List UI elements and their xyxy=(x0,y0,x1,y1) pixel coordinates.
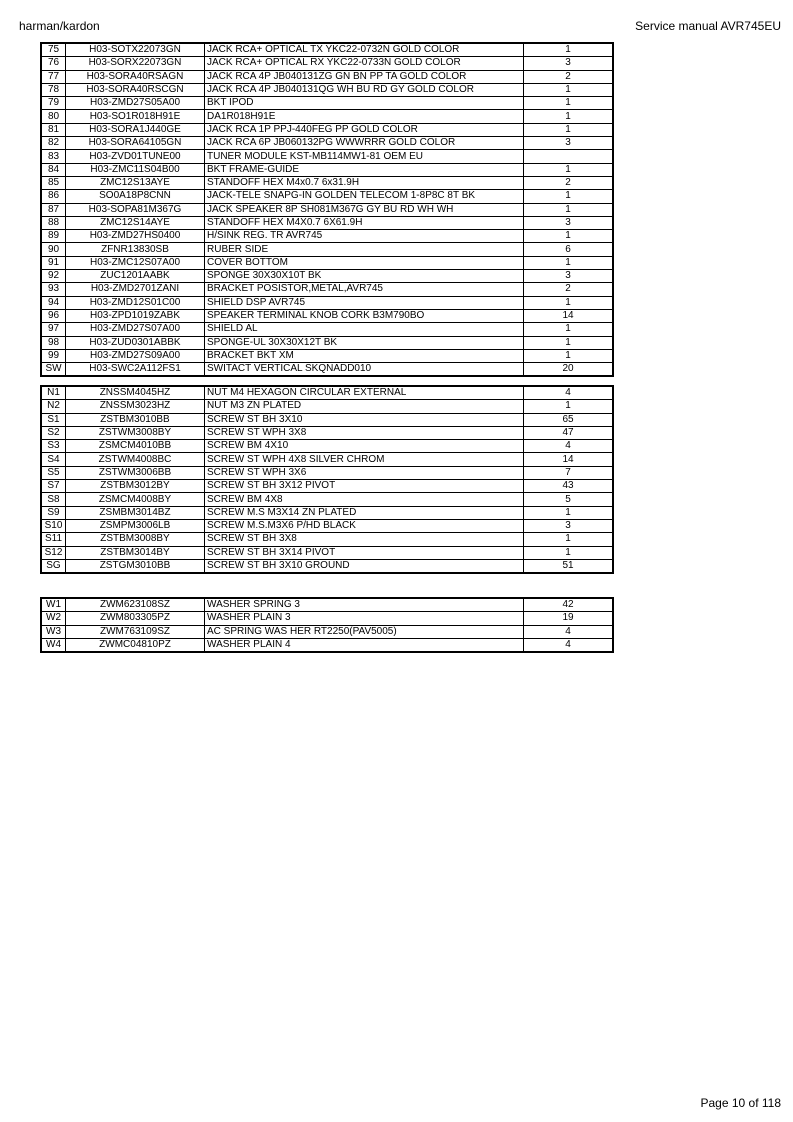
table-row xyxy=(41,176,613,189)
parts-table-washers xyxy=(40,597,614,653)
table-row xyxy=(41,349,613,362)
quantity-cell: 51 xyxy=(524,559,614,573)
description-cell: JACK RCA 4P JB040131ZG GN BN PP TA GOLD COLOR xyxy=(205,70,524,83)
description-cell: SCREW ST BH 3X8 xyxy=(205,533,524,546)
quantity-cell: 65 xyxy=(524,413,614,426)
part-number-cell: H03-ZMC12S07A00 xyxy=(66,256,205,269)
quantity-cell: 1 xyxy=(524,43,614,57)
description-cell: NUT M3 ZN PLATED xyxy=(205,400,524,413)
table-row xyxy=(41,363,613,377)
description-cell: SCREW BM 4X10 xyxy=(205,440,524,453)
description-cell: TUNER MODULE KST-MB114MW1-81 OEM EU xyxy=(205,150,524,163)
table-row xyxy=(41,466,613,479)
quantity-cell: 3 xyxy=(524,270,614,283)
quantity-cell: 3 xyxy=(524,57,614,70)
item-number-cell: 76 xyxy=(41,57,66,70)
quantity-cell: 1 xyxy=(524,83,614,96)
quantity-cell: 4 xyxy=(524,638,614,652)
table-row xyxy=(41,506,613,519)
part-number-cell: H03-SORA40RSCGN xyxy=(66,83,205,96)
quantity-cell: 1 xyxy=(524,97,614,110)
table-row xyxy=(41,83,613,96)
part-number-cell: H03-ZUD0301ABBK xyxy=(66,336,205,349)
item-number-cell: 86 xyxy=(41,190,66,203)
item-number-cell: 77 xyxy=(41,70,66,83)
item-number-cell: 97 xyxy=(41,323,66,336)
item-number-cell: S5 xyxy=(41,466,66,479)
quantity-cell: 4 xyxy=(524,386,614,400)
table-row xyxy=(41,110,613,123)
part-number-cell: H03-ZMC11S04B00 xyxy=(66,163,205,176)
description-cell: STANDOFF HEX M4X0.7 6X61.9H xyxy=(205,216,524,229)
quantity-cell: 1 xyxy=(524,349,614,362)
description-cell: NUT M4 HEXAGON CIRCULAR EXTERNAL xyxy=(205,386,524,400)
table-row xyxy=(41,216,613,229)
description-cell: SCREW ST BH 3X10 xyxy=(205,413,524,426)
part-number-cell: ZSTBM3012BY xyxy=(66,480,205,493)
table-row xyxy=(41,493,613,506)
quantity-cell: 1 xyxy=(524,506,614,519)
quantity-cell: 7 xyxy=(524,466,614,479)
part-number-cell: ZWM623108SZ xyxy=(66,598,205,612)
item-number-cell: 84 xyxy=(41,163,66,176)
table-row xyxy=(41,598,613,612)
item-number-cell: 93 xyxy=(41,283,66,296)
quantity-cell: 43 xyxy=(524,480,614,493)
part-number-cell: ZSMCM4008BY xyxy=(66,493,205,506)
description-cell: SCREW M.S M3X14 ZN PLATED xyxy=(205,506,524,519)
quantity-cell: 1 xyxy=(524,163,614,176)
table-row xyxy=(41,309,613,322)
description-cell: JACK RCA 6P JB060132PG WWWRRR GOLD COLOR xyxy=(205,137,524,150)
part-number-cell: ZNSSM3023HZ xyxy=(66,400,205,413)
description-cell: SCREW ST WPH 3X8 xyxy=(205,426,524,439)
description-cell: SCREW ST WPH 3X6 xyxy=(205,466,524,479)
quantity-cell: 1 xyxy=(524,256,614,269)
quantity-cell: 3 xyxy=(524,216,614,229)
table-row xyxy=(41,559,613,573)
table-row xyxy=(41,43,613,57)
description-cell: SCREW ST BH 3X10 GROUND xyxy=(205,559,524,573)
quantity-cell: 4 xyxy=(524,440,614,453)
item-number-cell: S7 xyxy=(41,480,66,493)
part-number-cell: ZSTGM3010BB xyxy=(66,559,205,573)
item-number-cell: S11 xyxy=(41,533,66,546)
table-row xyxy=(41,97,613,110)
description-cell: SPONGE-UL 30X30X12T BK xyxy=(205,336,524,349)
description-cell: SHIELD DSP AVR745 xyxy=(205,296,524,309)
item-number-cell: W3 xyxy=(41,625,66,638)
table-row xyxy=(41,283,613,296)
part-number-cell: H03-ZMD27HS0400 xyxy=(66,230,205,243)
item-number-cell: W1 xyxy=(41,598,66,612)
quantity-cell: 1 xyxy=(524,323,614,336)
description-cell: JACK SPEAKER 8P SH081M367G GY BU RD WH WH xyxy=(205,203,524,216)
part-number-cell: H03-SORX22073GN xyxy=(66,57,205,70)
description-cell: BKT FRAME-GUIDE xyxy=(205,163,524,176)
description-cell: WASHER PLAIN 3 xyxy=(205,612,524,625)
table-row xyxy=(41,190,613,203)
table-row xyxy=(41,546,613,559)
description-cell: SCREW ST BH 3X12 PIVOT xyxy=(205,480,524,493)
table-row xyxy=(41,150,613,163)
part-number-cell: ZNSSM4045HZ xyxy=(66,386,205,400)
description-cell: JACK-TELE SNAPG-IN GOLDEN TELECOM 1-8P8C 8T BK xyxy=(205,190,524,203)
quantity-cell: 1 xyxy=(524,110,614,123)
parts-table-nuts-screws xyxy=(40,385,614,574)
part-number-cell: ZSTBM3014BY xyxy=(66,546,205,559)
item-number-cell: W2 xyxy=(41,612,66,625)
table-row xyxy=(41,413,613,426)
part-number-cell: H03-SOPA81M367G xyxy=(66,203,205,216)
table-row xyxy=(41,270,613,283)
parts-table-components xyxy=(40,42,614,377)
description-cell: WASHER SPRING 3 xyxy=(205,598,524,612)
part-number-cell: SO0A18P8CNN xyxy=(66,190,205,203)
part-number-cell: ZMC12S14AYE xyxy=(66,216,205,229)
table-row xyxy=(41,70,613,83)
description-cell: BRACKET POSISTOR,METAL,AVR745 xyxy=(205,283,524,296)
part-number-cell: ZSTWM4008BC xyxy=(66,453,205,466)
description-cell: WASHER PLAIN 4 xyxy=(205,638,524,652)
part-number-cell: H03-SWC2A112FS1 xyxy=(66,363,205,377)
table-row xyxy=(41,612,613,625)
part-number-cell: H03-SORA40RSAGN xyxy=(66,70,205,83)
quantity-cell: 1 xyxy=(524,190,614,203)
table-row xyxy=(41,336,613,349)
part-number-cell: ZSTWM3006BB xyxy=(66,466,205,479)
description-cell: AC SPRING WAS HER RT2250(PAV5005) xyxy=(205,625,524,638)
table-row xyxy=(41,57,613,70)
item-number-cell: SW xyxy=(41,363,66,377)
description-cell: JACK RCA+ OPTICAL RX YKC22-0733N GOLD COLOR xyxy=(205,57,524,70)
description-cell: SWITACT VERTICAL SKQNADD010 xyxy=(205,363,524,377)
part-number-cell: ZMC12S13AYE xyxy=(66,176,205,189)
table-row xyxy=(41,230,613,243)
description-cell: JACK RCA+ OPTICAL TX YKC22-0732N GOLD COLOR xyxy=(205,43,524,57)
part-number-cell: ZWMC04810PZ xyxy=(66,638,205,652)
part-number-cell: ZSMPM3006LB xyxy=(66,519,205,532)
part-number-cell: ZSMCM4010BB xyxy=(66,440,205,453)
part-number-cell: H03-ZPD1019ZABK xyxy=(66,309,205,322)
header-brand: harman/kardon xyxy=(19,19,100,33)
quantity-cell: 1 xyxy=(524,533,614,546)
item-number-cell: 99 xyxy=(41,349,66,362)
item-number-cell: 81 xyxy=(41,123,66,136)
table-row xyxy=(41,256,613,269)
description-cell: SCREW M.S.M3X6 P/HD BLACK xyxy=(205,519,524,532)
item-number-cell: 75 xyxy=(41,43,66,57)
part-number-cell: H03-ZMD2701ZANI xyxy=(66,283,205,296)
quantity-cell: 2 xyxy=(524,70,614,83)
table-row xyxy=(41,123,613,136)
table-row xyxy=(41,323,613,336)
quantity-cell: 1 xyxy=(524,296,614,309)
part-number-cell: H03-ZMD27S07A00 xyxy=(66,323,205,336)
quantity-cell: 3 xyxy=(524,519,614,532)
item-number-cell: 80 xyxy=(41,110,66,123)
item-number-cell: 79 xyxy=(41,97,66,110)
item-number-cell: 98 xyxy=(41,336,66,349)
item-number-cell: 78 xyxy=(41,83,66,96)
table-row xyxy=(41,453,613,466)
table-row xyxy=(41,163,613,176)
header-title: Service manual AVR745EU xyxy=(635,19,781,33)
item-number-cell: S1 xyxy=(41,413,66,426)
part-number-cell: ZWM763109SZ xyxy=(66,625,205,638)
quantity-cell: 1 xyxy=(524,336,614,349)
item-number-cell: 87 xyxy=(41,203,66,216)
table-row xyxy=(41,426,613,439)
quantity-cell: 1 xyxy=(524,203,614,216)
item-number-cell: N1 xyxy=(41,386,66,400)
quantity-cell: 14 xyxy=(524,453,614,466)
table-row xyxy=(41,440,613,453)
item-number-cell: 85 xyxy=(41,176,66,189)
item-number-cell: 92 xyxy=(41,270,66,283)
part-number-cell: H03-ZMD27S09A00 xyxy=(66,349,205,362)
table-row xyxy=(41,533,613,546)
quantity-cell: 2 xyxy=(524,283,614,296)
item-number-cell: W4 xyxy=(41,638,66,652)
quantity-cell: 1 xyxy=(524,123,614,136)
quantity-cell: 1 xyxy=(524,400,614,413)
item-number-cell: 96 xyxy=(41,309,66,322)
item-number-cell: 82 xyxy=(41,137,66,150)
table-row xyxy=(41,625,613,638)
description-cell: BRACKET BKT XM xyxy=(205,349,524,362)
item-number-cell: N2 xyxy=(41,400,66,413)
part-number-cell: H03-SOTX22073GN xyxy=(66,43,205,57)
quantity-cell: 1 xyxy=(524,230,614,243)
description-cell: SPONGE 30X30X10T BK xyxy=(205,270,524,283)
quantity-cell: 6 xyxy=(524,243,614,256)
part-number-cell: ZSTBM3010BB xyxy=(66,413,205,426)
description-cell: SHIELD AL xyxy=(205,323,524,336)
description-cell: COVER BOTTOM xyxy=(205,256,524,269)
table-row xyxy=(41,519,613,532)
description-cell: SCREW ST BH 3X14 PIVOT xyxy=(205,546,524,559)
table-row xyxy=(41,296,613,309)
item-number-cell: S9 xyxy=(41,506,66,519)
description-cell: JACK RCA 4P JB040131QG WH BU RD GY GOLD COLOR xyxy=(205,83,524,96)
description-cell: BKT IPOD xyxy=(205,97,524,110)
item-number-cell: S12 xyxy=(41,546,66,559)
part-number-cell: ZFNR13830SB xyxy=(66,243,205,256)
table-row xyxy=(41,480,613,493)
item-number-cell: 91 xyxy=(41,256,66,269)
quantity-cell: 4 xyxy=(524,625,614,638)
part-number-cell: ZSTBM3008BY xyxy=(66,533,205,546)
part-number-cell: H03-ZVD01TUNE00 xyxy=(66,150,205,163)
quantity-cell: 3 xyxy=(524,137,614,150)
table-row xyxy=(41,400,613,413)
quantity-cell: 14 xyxy=(524,309,614,322)
description-cell: STANDOFF HEX M4x0.7 6x31.9H xyxy=(205,176,524,189)
item-number-cell: 94 xyxy=(41,296,66,309)
item-number-cell: S4 xyxy=(41,453,66,466)
table-row xyxy=(41,386,613,400)
description-cell: DA1R018H91E xyxy=(205,110,524,123)
item-number-cell: S8 xyxy=(41,493,66,506)
item-number-cell: S2 xyxy=(41,426,66,439)
description-cell: SCREW ST WPH 4X8 SILVER CHROM xyxy=(205,453,524,466)
description-cell: H/SINK REG. TR AVR745 xyxy=(205,230,524,243)
part-number-cell: ZSMBM3014BZ xyxy=(66,506,205,519)
part-number-cell: H03-SO1R018H91E xyxy=(66,110,205,123)
quantity-cell xyxy=(524,150,614,163)
item-number-cell: 89 xyxy=(41,230,66,243)
table-row xyxy=(41,243,613,256)
description-cell: JACK RCA 1P PPJ-440FEG PP GOLD COLOR xyxy=(205,123,524,136)
item-number-cell: S10 xyxy=(41,519,66,532)
quantity-cell: 20 xyxy=(524,363,614,377)
part-number-cell: H03-SORA1J440GE xyxy=(66,123,205,136)
item-number-cell: 83 xyxy=(41,150,66,163)
description-cell: SPEAKER TERMINAL KNOB CORK B3M790BO xyxy=(205,309,524,322)
quantity-cell: 42 xyxy=(524,598,614,612)
page-number: Page 10 of 118 xyxy=(700,1096,781,1110)
part-number-cell: ZSTWM3008BY xyxy=(66,426,205,439)
table-row xyxy=(41,203,613,216)
description-cell: RUBER SIDE xyxy=(205,243,524,256)
item-number-cell: S3 xyxy=(41,440,66,453)
part-number-cell: H03-ZMD27S05A00 xyxy=(66,97,205,110)
part-number-cell: ZUC1201AABK xyxy=(66,270,205,283)
part-number-cell: ZWM803305PZ xyxy=(66,612,205,625)
part-number-cell: H03-ZMD12S01C00 xyxy=(66,296,205,309)
quantity-cell: 47 xyxy=(524,426,614,439)
item-number-cell: 90 xyxy=(41,243,66,256)
table-row xyxy=(41,137,613,150)
quantity-cell: 2 xyxy=(524,176,614,189)
part-number-cell: H03-SORA64105GN xyxy=(66,137,205,150)
quantity-cell: 19 xyxy=(524,612,614,625)
item-number-cell: 88 xyxy=(41,216,66,229)
table-row xyxy=(41,638,613,652)
quantity-cell: 5 xyxy=(524,493,614,506)
quantity-cell: 1 xyxy=(524,546,614,559)
item-number-cell: SG xyxy=(41,559,66,573)
description-cell: SCREW BM 4X8 xyxy=(205,493,524,506)
